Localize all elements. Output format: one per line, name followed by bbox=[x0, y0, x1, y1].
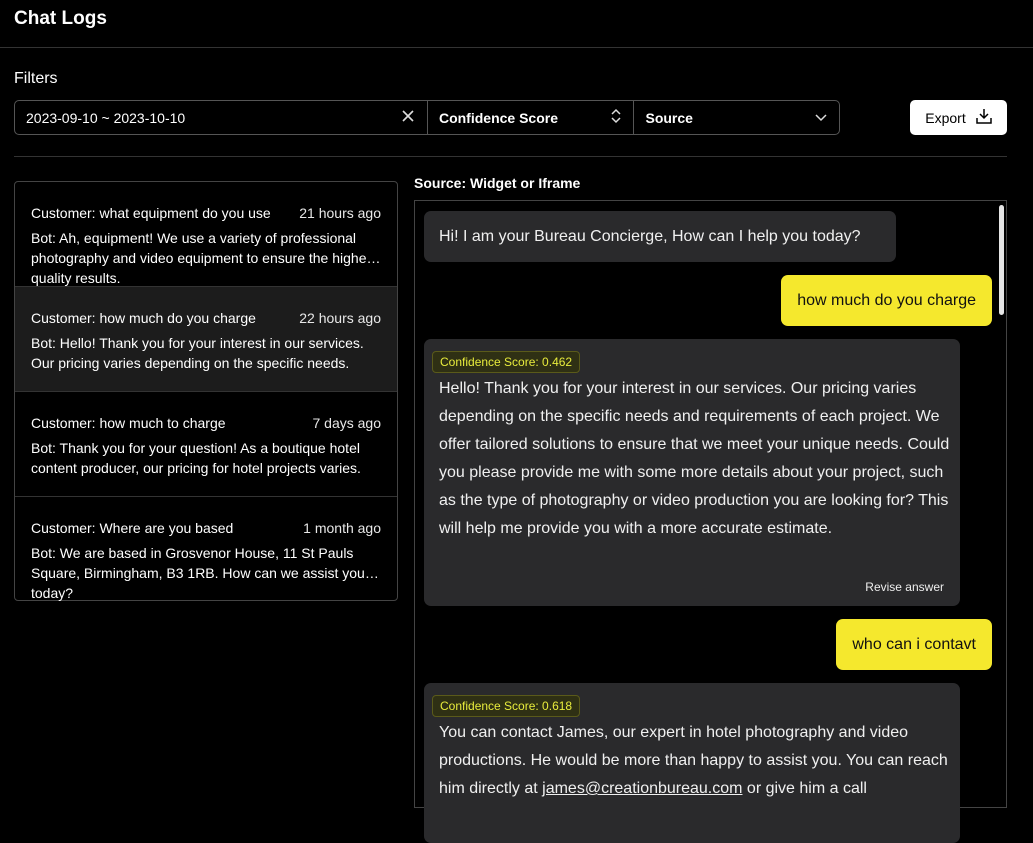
chat-log-list bbox=[14, 181, 398, 601]
log-customer-message: Customer: what equipment do you use bbox=[31, 205, 271, 221]
bot-message bbox=[424, 683, 960, 843]
page-title: Chat Logs bbox=[14, 8, 107, 29]
chat-source-title: Source: Widget or Iframe bbox=[414, 175, 581, 191]
source-select[interactable] bbox=[634, 101, 839, 134]
confidence-badge: Confidence Score: 0.618 bbox=[432, 695, 580, 717]
filter-bar bbox=[14, 100, 840, 135]
chevron-down-icon bbox=[815, 110, 827, 126]
filters-label: Filters bbox=[14, 70, 58, 87]
log-customer-message: Customer: how much to charge bbox=[31, 415, 226, 431]
log-timestamp: 1 month ago bbox=[303, 520, 381, 536]
email-link[interactable]: james@creationbureau.com bbox=[542, 780, 743, 797]
bot-text-part: or give him a call bbox=[742, 780, 867, 797]
log-bot-message: Bot: Thank you for your question! As a boutique hotel content producer, our pricing for hotel projects varies. bbox=[31, 440, 361, 476]
export-label: Export bbox=[925, 109, 966, 126]
bot-message bbox=[424, 211, 896, 262]
log-timestamp: 21 hours ago bbox=[299, 205, 381, 221]
export-button[interactable] bbox=[910, 100, 1007, 135]
confidence-score-select[interactable] bbox=[428, 101, 635, 134]
date-range-input[interactable] bbox=[15, 101, 428, 134]
user-message bbox=[836, 619, 992, 670]
revise-answer-link[interactable]: Revise answer bbox=[865, 580, 944, 594]
log-customer-message: Customer: how much do you charge bbox=[31, 310, 256, 326]
bot-text-part: You can contact James, our expert in hotel photography and video productions. He would be more than happy to assist you. You can reach him directly at bbox=[439, 724, 948, 797]
log-bot-message: Bot: Hello! Thank you for your interest in our services. Our pricing varies depending on the specific needs. bbox=[31, 335, 364, 371]
sort-icon bbox=[611, 108, 621, 128]
chat-transcript[interactable] bbox=[414, 200, 1007, 808]
bot-message bbox=[424, 339, 960, 606]
bot-message-text: Hello! Thank you for your interest in our services. Our pricing varies depending on the specific needs and requirements of each project. We offer tailored solutions to ensure that we meet your unique needs. Could you please provide me with some more details about your project, such as the type of photography or video production you are looking for? This will help me provide you with a more accurate estimate. bbox=[439, 380, 950, 537]
log-item[interactable] bbox=[15, 497, 397, 602]
confidence-score-label: Confidence Score bbox=[438, 109, 558, 126]
date-range-value: 2023-09-10 ~ 2023-10-10 bbox=[26, 109, 186, 126]
bot-message-text bbox=[439, 719, 952, 803]
scrollbar[interactable] bbox=[999, 205, 1004, 315]
log-item[interactable] bbox=[15, 392, 397, 497]
confidence-badge: Confidence Score: 0.462 bbox=[432, 351, 580, 373]
greeting-text: Hi! I am your Bureau Concierge, How can I help you today? bbox=[439, 227, 861, 245]
log-item[interactable] bbox=[15, 182, 397, 287]
log-timestamp: 22 hours ago bbox=[299, 310, 381, 326]
log-timestamp: 7 days ago bbox=[312, 415, 381, 431]
user-message bbox=[781, 275, 992, 326]
user-message-text: who can i contavt bbox=[852, 635, 976, 653]
page-header bbox=[0, 0, 1033, 48]
source-label: Source bbox=[645, 109, 693, 126]
divider bbox=[14, 156, 1007, 157]
download-icon bbox=[976, 108, 992, 127]
close-icon[interactable] bbox=[401, 109, 415, 127]
log-customer-message: Customer: Where are you based bbox=[31, 520, 234, 536]
log-bot-message: Bot: Ah, equipment! We use a variety of professional photography and video equipment to ensure the highest quality results. bbox=[31, 230, 378, 286]
log-item-selected[interactable] bbox=[15, 287, 397, 392]
user-message-text: how much do you charge bbox=[797, 291, 976, 309]
log-bot-message: Bot: We are based in Grosvenor House, 11 St Pauls Square, Birmingham, B3 1RB. How can we assist you today? bbox=[31, 545, 365, 601]
